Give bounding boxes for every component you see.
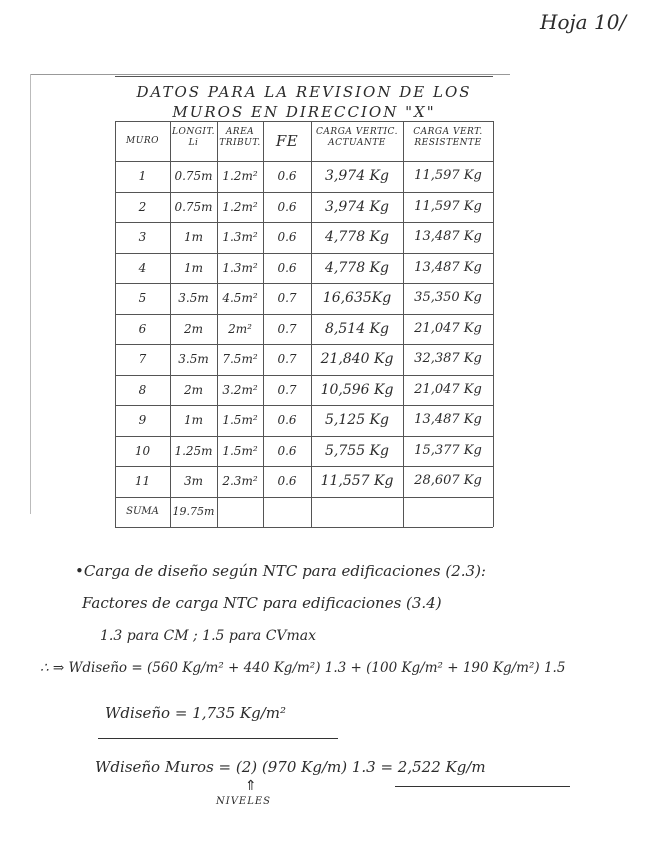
cell-act: 4,778 Kg [325,259,389,276]
cell-long: 0.75m [174,169,213,183]
header-fe: FE [275,132,299,150]
note-load-factors: Factores de carga NTC para edificaciones (3.4) [82,594,442,612]
cell-fe: 0.7 [277,321,297,336]
header-longitud: LONGIT. Li [171,127,215,148]
cell-muro: 11 [134,474,151,488]
result-wdiseno: Wdiseño = 1,735 Kg/m² [105,704,286,722]
cell-act: 3,974 Kg [325,198,389,215]
cell-act: 10,596 Kg [320,381,394,398]
cell-long: 3.5m [178,291,209,305]
note-factor-values: 1.3 para CM ; 1.5 para CVmax [100,628,317,644]
table-rule [115,497,493,498]
cell-res: 13,487 Kg [414,229,482,244]
table-rule [115,161,493,162]
walls-data-table [115,76,493,522]
cell-long: 2m [183,321,203,336]
cell-fe: 0.6 [277,169,297,183]
cell-muro: 8 [138,382,147,397]
cell-long: 3m [183,474,203,488]
cell-muro: 6 [138,321,147,336]
cell-long: 1.25m [174,443,213,458]
table-rule [115,405,493,406]
cell-area: 1.5m² [222,443,258,458]
formula-wdiseno: ∴ ⇒ Wdiseño = (560 Kg/m² + 440 Kg/m²) 1.3 + (100 Kg/m² + 190 Kg/m²) 1.5 [40,660,566,676]
scan-border-top [30,74,510,75]
cell-act: 11,557 Kg [320,473,394,489]
cell-long: 1m [183,230,203,244]
cell-act: 3,974 Kg [325,168,389,184]
cell-area: 7.5m² [222,352,258,366]
cell-res: 21,047 Kg [414,381,482,397]
cell-res: 35,350 Kg [414,290,482,305]
cell-area: 3.2m² [222,382,258,397]
table-column-rule [493,121,494,527]
table-rule [115,314,493,315]
cell-area: 2.3m² [222,474,258,488]
cell-fe: 0.6 [277,230,297,244]
cell-muro: 1 [138,169,147,183]
cell-fe: 0.6 [277,474,297,488]
cell-muro: 2 [138,199,147,214]
cell-long: 0.75m [174,199,213,214]
cell-area: 1.3m² [222,230,258,244]
page-number-label: Hoja 10/ [540,10,627,34]
cell-fe: 0.6 [277,443,297,458]
cell-muro: 9 [138,413,147,427]
arrow-up-icon: ⇑ [245,778,257,794]
scan-border-left [30,74,31,514]
cell-area: 1.3m² [222,260,258,275]
cell-long: 3.5m [178,352,209,366]
table-rule [115,527,493,528]
note-design-load: •Carga de diseño según NTC para edificaciones (2.3): [75,562,486,580]
table-rule [115,253,493,254]
table-rule [115,121,493,122]
cell-fe: 0.6 [277,413,297,427]
niveles-label: NIVELES [216,796,272,807]
cell-act: 4,778 Kg [325,229,389,245]
cell-res: 32,387 Kg [414,351,482,366]
header-muro: MURO [126,136,159,146]
table-rule [115,466,493,467]
table-rule [115,192,493,193]
cell-area: 4.5m² [222,291,258,305]
cell-act: 16,635Kg [322,290,392,306]
header-area: AREA TRIBUT. [219,127,261,148]
table-title [115,82,493,122]
cell-fe: 0.7 [277,352,297,366]
cell-res: 11,597 Kg [414,198,482,214]
cell-fe: 0.7 [277,291,297,305]
table-title-line-2: MUROS EN DIRECCION "X" [172,103,436,121]
cell-act: 5,755 Kg [325,442,389,459]
cell-area: 1.2m² [222,169,258,183]
cell-res: 15,377 Kg [414,442,482,458]
cell-long: 1m [183,413,203,427]
header-carga_res: CARGA VERT. RESISTENTE [413,127,483,148]
cell-long: 2m [183,382,203,397]
table-rule [115,436,493,437]
header-carga_act: CARGA VERTIC. ACTUANTE [316,127,398,148]
cell-area: 2m² [228,321,252,336]
underline-result [98,738,338,739]
cell-act: 8,514 Kg [325,320,389,337]
underline-muros-result [395,786,570,787]
cell-muro: 4 [138,260,147,275]
cell-res: 11,597 Kg [414,168,482,183]
table-rule [115,283,493,284]
cell-fe: 0.6 [277,199,297,214]
cell-act: 21,840 Kg [320,351,394,367]
cell-muro: 10 [134,443,151,458]
table-rule [115,344,493,345]
cell-muro: 3 [138,230,147,244]
cell-muro: 7 [138,352,147,366]
cell-res: 28,607 Kg [414,473,482,488]
sum-label: SUMA [126,505,159,517]
table-rule [115,222,493,223]
formula-wdiseno-muros: Wdiseño Muros = (2) (970 Kg/m) 1.3 = 2,522 Kg/m [95,758,486,776]
cell-res: 13,487 Kg [414,259,482,275]
table-rule [115,76,493,77]
cell-res: 21,047 Kg [414,320,482,336]
cell-act: 5,125 Kg [325,412,389,428]
sum-value: 19.75m [172,504,215,518]
cell-fe: 0.6 [277,260,297,275]
cell-area: 1.5m² [222,413,258,427]
cell-area: 1.2m² [222,199,258,214]
cell-muro: 5 [138,291,147,305]
cell-res: 13,487 Kg [414,412,482,427]
cell-long: 1m [183,260,203,275]
table-title-line-1: DATOS PARA LA REVISION DE LOS [136,83,472,101]
cell-fe: 0.7 [277,382,297,397]
table-rule [115,375,493,376]
